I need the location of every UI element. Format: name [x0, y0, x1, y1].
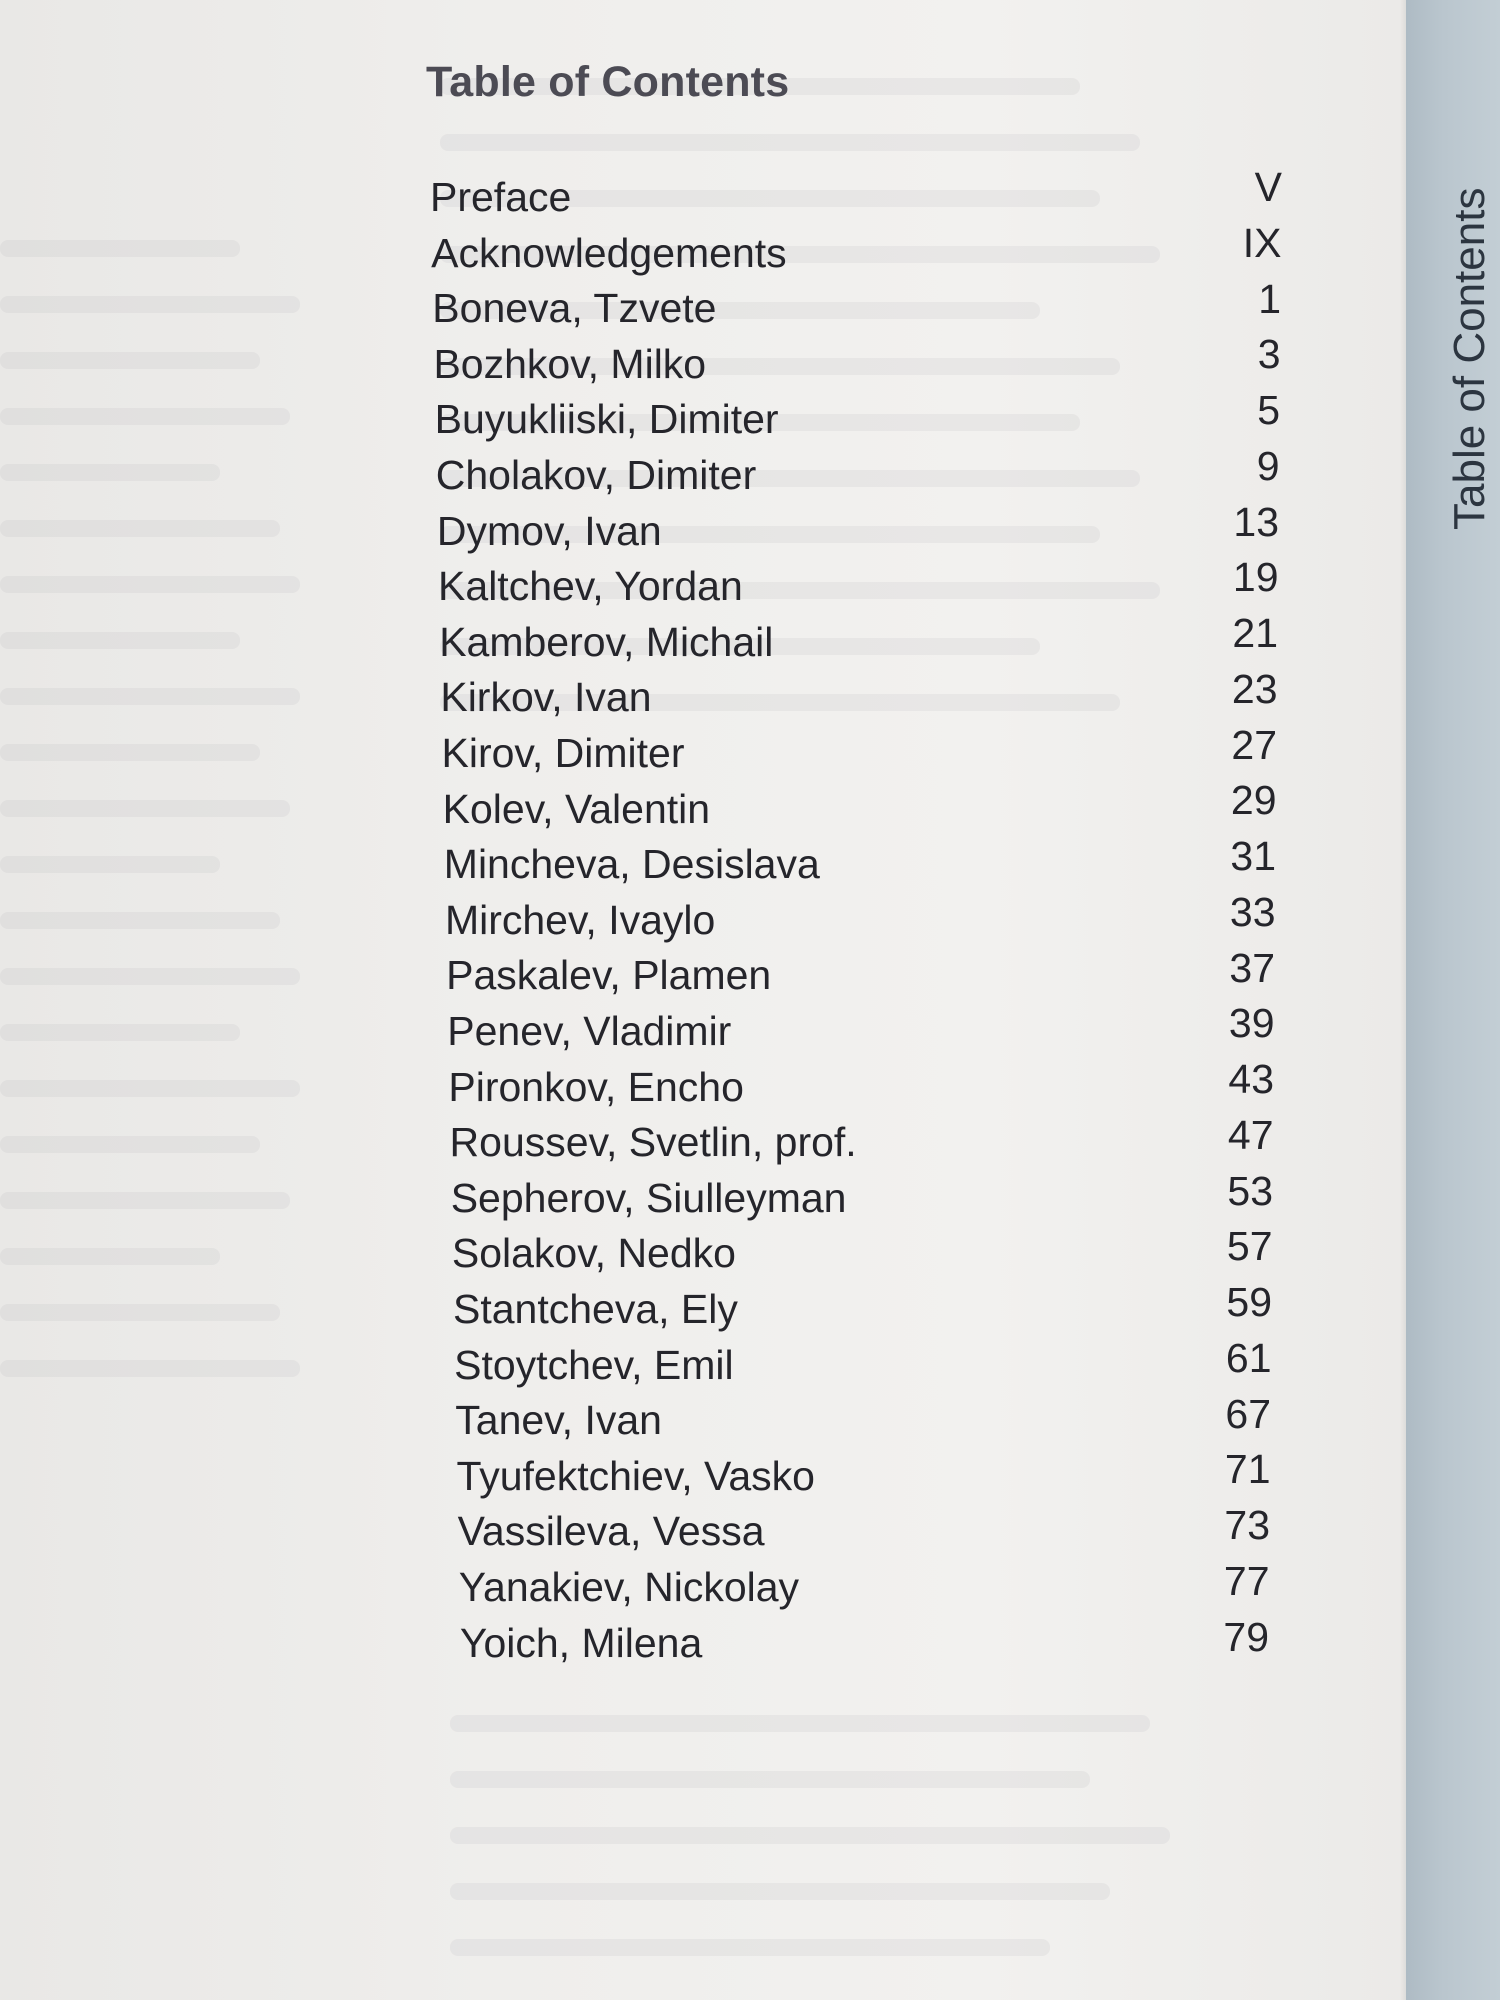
toc-entry	[0, 940, 1406, 999]
entry-page-number: 27	[1231, 721, 1277, 768]
entry-name: Kirov, Dimiter	[441, 730, 685, 776]
toc-entry	[0, 1052, 1406, 1108]
entry-page-number: V	[1254, 164, 1282, 210]
toc-entry	[0, 1163, 1406, 1219]
toc-entry	[0, 496, 1406, 552]
entry-name: Penev, Vladimir	[447, 1008, 732, 1054]
toc-entry	[0, 607, 1406, 663]
entry-page-number: 61	[1225, 1334, 1272, 1381]
entry-page-number: 1	[1258, 275, 1281, 322]
toc-entry	[0, 1385, 1406, 1444]
entry-name: Kolev, Valentin	[442, 785, 711, 832]
entry-name: Mincheva, Desislava	[443, 841, 820, 888]
toc-entry	[0, 440, 1406, 496]
toc-entry	[0, 718, 1406, 774]
entry-name: Mirchev, Ivaylo	[444, 896, 716, 943]
entry-page-number: 67	[1225, 1390, 1271, 1437]
entry-name: Bozhkov, Milko	[433, 340, 707, 387]
spine-title: Table of Contents	[1445, 187, 1494, 530]
entry-name: Buyukliiski, Dimiter	[434, 396, 779, 443]
entry-page-number: 13	[1233, 498, 1279, 545]
toc-entry	[0, 1441, 1406, 1497]
entry-page-number: 53	[1227, 1167, 1273, 1214]
entry-name: Vassileva, Vessa	[457, 1508, 765, 1555]
entry-page-number: 57	[1226, 1223, 1273, 1270]
toc-entry	[0, 662, 1406, 721]
entry-name: Yanakiev, Nickolay	[458, 1564, 800, 1610]
toc-entry	[0, 1107, 1406, 1166]
entry-page-number: 43	[1228, 1056, 1274, 1102]
toc-entry	[0, 273, 1406, 332]
entry-page-number: 21	[1232, 610, 1278, 656]
toc-entry	[0, 218, 1406, 274]
entry-page-number: 5	[1257, 387, 1280, 433]
entry-page-number: 77	[1223, 1557, 1270, 1604]
entry-name: Preface	[430, 174, 572, 220]
entry-name: Solakov, Nedko	[451, 1230, 736, 1277]
toc-entry	[0, 885, 1406, 941]
toc-entry	[0, 162, 1406, 218]
entry-name: Dymov, Ivan	[436, 507, 662, 554]
toc-entry	[0, 1274, 1406, 1330]
toc-entry	[0, 1218, 1406, 1277]
entry-page-number: 37	[1229, 944, 1275, 991]
toc-entry	[0, 1552, 1406, 1608]
entry-page-number: IX	[1242, 219, 1282, 266]
entry-page-number: 39	[1228, 1000, 1275, 1047]
entry-name: Stantcheva, Ely	[453, 1286, 738, 1332]
entry-page-number: 71	[1224, 1446, 1271, 1493]
entry-name: Tyufektchiev, Vasko	[456, 1452, 815, 1499]
entry-page-number: 59	[1226, 1279, 1272, 1325]
toc-entry	[0, 1330, 1406, 1386]
entry-name: Paskalev, Plamen	[446, 952, 772, 999]
entry-name: Kamberov, Michail	[439, 618, 774, 665]
entry-name: Roussev, Svetlin, prof.	[449, 1119, 857, 1166]
entry-page-number: 29	[1230, 777, 1277, 824]
entry-name: Cholakov, Dimiter	[435, 452, 757, 498]
entry-page-number: 31	[1230, 833, 1276, 879]
entry-name: Tanev, Ivan	[455, 1397, 662, 1444]
entry-page-number: 23	[1231, 665, 1278, 712]
entry-page-number: 9	[1256, 442, 1280, 489]
entry-name: Acknowledgements	[431, 229, 787, 276]
entry-page-number: 73	[1224, 1502, 1270, 1548]
entry-name: Pironkov, Encho	[448, 1063, 744, 1110]
toc-entry	[0, 551, 1406, 610]
toc-entry	[0, 774, 1406, 830]
entry-name: Yoich, Milena	[459, 1619, 703, 1666]
entry-page-number: 3	[1257, 331, 1281, 378]
entry-page-number: 19	[1232, 554, 1279, 601]
page-title: Table of Contents	[426, 58, 790, 106]
entry-name: Kaltchev, Yordan	[438, 563, 743, 610]
toc-entry	[0, 384, 1406, 443]
entry-page-number: 79	[1223, 1613, 1269, 1660]
entry-page-number: 33	[1229, 888, 1276, 935]
toc-entry	[0, 1496, 1406, 1555]
entry-name: Stoytchev, Emil	[454, 1341, 734, 1388]
entry-name: Kirkov, Ivan	[440, 674, 652, 721]
toc-entry	[0, 829, 1406, 888]
entry-name: Boneva, Tzvete	[432, 285, 717, 332]
toc-entry	[0, 329, 1406, 385]
toc-entry	[0, 996, 1406, 1052]
entry-name: Sepherov, Siulleyman	[450, 1174, 847, 1221]
toc-entry	[0, 1608, 1406, 1664]
entry-page-number: 47	[1227, 1111, 1274, 1158]
